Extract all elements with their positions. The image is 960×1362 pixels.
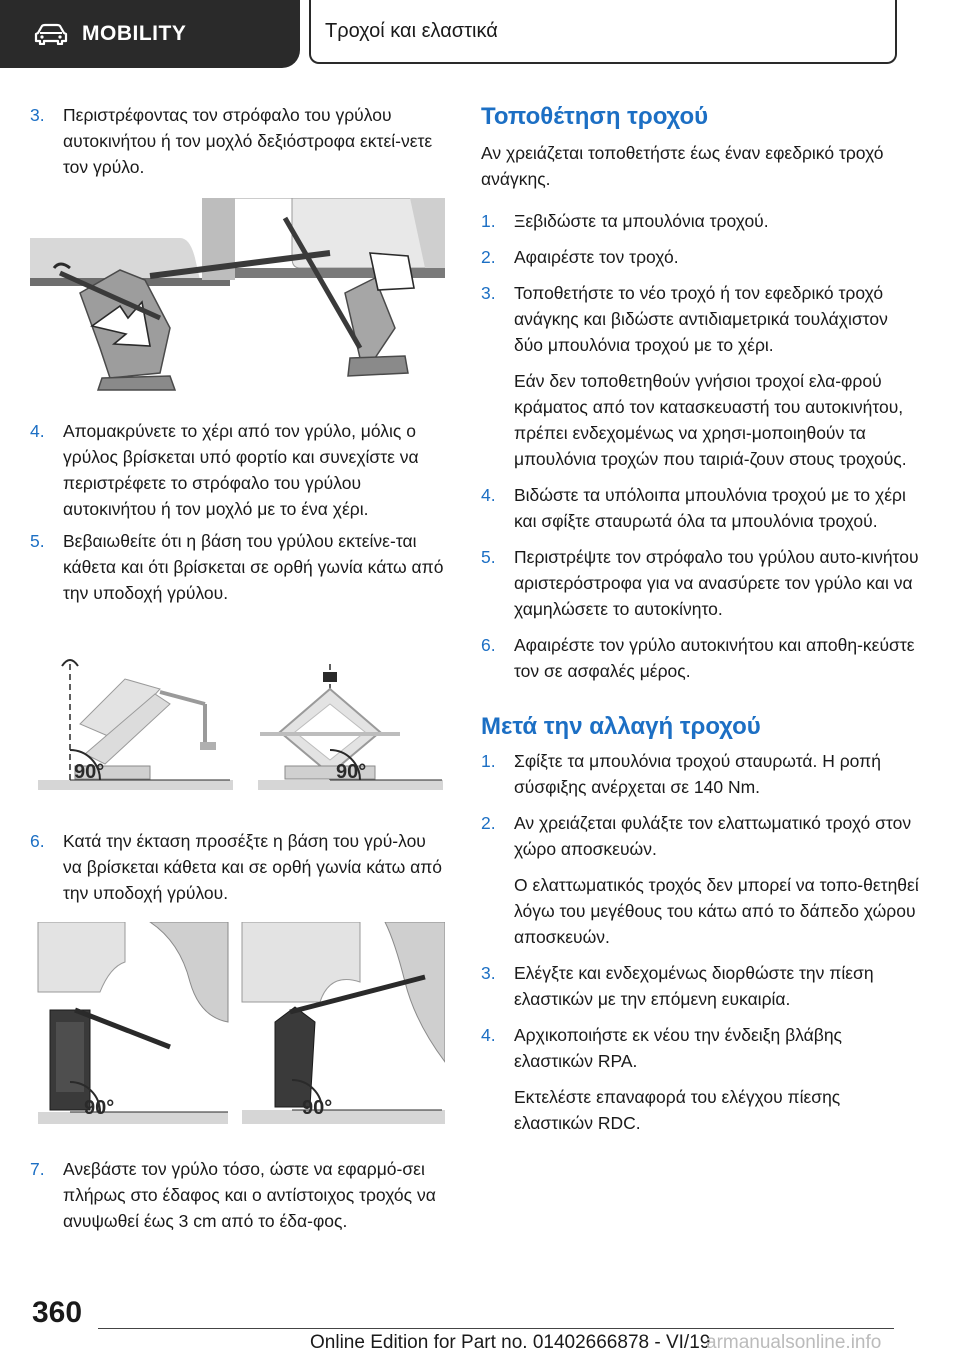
step-text: Ανεβάστε τον γρύλο τόσο, ώστε να εφαρμό-σει πλήρως στο έδαφος και ο αντίστοιχος τροχός να ανυψωθεί έως 3 cm από το έδα-φος. [63, 1159, 436, 1231]
mount-steps [481, 208, 921, 684]
mount-note: Εάν δεν τοποθετηθούν γνήσιοι τροχοί ελα-φρού κράματος από τον κατασκευαστή του αυτοκινήτου, πρέπει ενδεχομένως να χρησι-μοποιηθούν τα μπουλόνια τροχών που ταιριά-ζουν στους τροχούς. [514, 371, 907, 469]
step-text: Αν χρειάζεται φυλάξτε τον ελαττωματικό τροχό στον χώρο αποσκευών. [514, 813, 912, 859]
mount-step-6 [481, 632, 921, 684]
jack-under-car-figure [30, 198, 445, 398]
step-number: 7. [30, 1159, 45, 1179]
step-5 [30, 528, 445, 606]
mount-step-2 [481, 244, 921, 270]
angle-label-right: 90° [336, 761, 367, 783]
step-text: Περιστρέφοντας τον στρόφαλο του γρύλου αυτοκινήτου ή τον μοχλό δεξιόστροφα εκτεί-νετε τον γρύλο. [63, 105, 433, 177]
step-number: 4. [481, 1025, 496, 1045]
step-text: Βεβαιωθείτε ότι η βάση του γρύλου εκτείνε-ται κάθετα και ότι βρίσκεται σε ορθή γωνία κάτω από την υποδοχή γρύλου. [63, 531, 444, 603]
step-number: 3. [481, 963, 496, 983]
after-step-3 [481, 960, 921, 1012]
step-number: 4. [481, 485, 496, 505]
step-text: Κατά την έκταση προσέξτε η βάση του γρύ-λου να βρίσκεται κάθετα και σε ορθή γωνία κάτω από την υποδοχή γρύλου. [63, 831, 443, 903]
left-column [30, 102, 445, 1234]
step-text: Περιστρέψτε τον στρόφαλο του γρύλου αυτο-κινήτου αριστερόστροφα για να ανασύρετε τον γρύλο και να χαμηλώσετε το αυτοκίνητο. [514, 547, 919, 619]
step-number: 6. [30, 831, 45, 851]
step-text: Ελέγξτε και ενδεχομένως διορθώστε την πίεση ελαστικών με την επόμενη ευκαιρία. [514, 963, 874, 1009]
jack-closeup-figure [30, 922, 445, 1132]
step-number: 3. [481, 283, 496, 303]
mount-step-1 [481, 208, 921, 234]
mount-step-4 [481, 482, 921, 534]
jack-angle-diagram [30, 654, 445, 804]
after-steps [481, 748, 921, 1136]
right-column [481, 102, 921, 1136]
step-text: Τοποθετήστε το νέο τροχό ή τον εφεδρικό τροχό ανάγκης και βιδώστε αντιδιαμετρικά τουλάχιστον δύο μπουλόνια τροχού με το χέρι. [514, 283, 888, 355]
section-heading-mount: Τοποθέτηση τροχού [481, 103, 709, 130]
step-4 [30, 418, 445, 522]
chapter-tab [309, 0, 897, 64]
step-number: 4. [30, 421, 45, 441]
step-text: Σφίξτε τα μπουλόνια τροχού σταυρωτά. Η ροπή σύσφιξης ανέρχεται σε 140 Nm. [514, 751, 881, 797]
section-heading-after: Μετά την αλλαγή τροχού [481, 713, 761, 740]
footer-edition: Online Edition for Part no. 01402666878 - VI/19 [310, 1332, 711, 1353]
mount-step-5 [481, 544, 921, 622]
step-number: 3. [30, 105, 45, 125]
step-7 [30, 1156, 445, 1234]
mount-step-3 [481, 280, 921, 358]
step-text: Βιδώστε τα υπόλοιπα μπουλόνια τροχού με το χέρι και σφίξτε σταυρωτά όλα τα μπουλόνια τροχού. [514, 485, 906, 531]
step-number: 5. [30, 531, 45, 551]
step-text: Ξεβιδώστε τα μπουλόνια τροχού. [514, 211, 769, 231]
step-number: 1. [481, 211, 496, 231]
angle-label-left: 90° [74, 761, 105, 783]
section-label: MOBILITY [82, 22, 187, 45]
section-tab [0, 0, 300, 68]
angle-label-closeup-right: 90° [302, 1097, 333, 1119]
step-number: 2. [481, 247, 496, 267]
step-number: 2. [481, 813, 496, 833]
after-step-2 [481, 810, 921, 862]
page-number: 360 [32, 1296, 83, 1329]
page-header [0, 0, 960, 68]
step-number: 5. [481, 547, 496, 567]
step-6 [30, 828, 445, 906]
chapter-title: Τροχοί και ελαστικά [325, 19, 498, 42]
step-number: 1. [481, 751, 496, 771]
footer-divider [98, 1328, 894, 1329]
intro-text: Αν χρειάζεται τοποθετήστε έως έναν εφεδρικό τροχό ανάγκης. [481, 143, 884, 189]
footer-watermark: armanualsonline.info [706, 1332, 882, 1353]
after-step-4 [481, 1022, 921, 1074]
step-text: Απομακρύνετε το χέρι από τον γρύλο, μόλις ο γρύλος βρίσκεται υπό φορτίο και συνεχίστε να περιστρέφετε το στρόφαλο του γρύλου αυτοκινήτου ή τον μοχλό με το ένα χέρι. [63, 421, 419, 519]
step-text: Αφαιρέστε τον γρύλο αυτοκινήτου και αποθη-κεύστε τον σε ασφαλές μέρος. [514, 635, 915, 681]
step-3 [30, 102, 445, 180]
step-number: 6. [481, 635, 496, 655]
angle-label-closeup-left: 90° [84, 1097, 115, 1119]
step-text: Αρχικοποιήστε εκ νέου την ένδειξη βλάβης ελαστικών RPA. [514, 1025, 842, 1071]
after-note-2: Ο ελαττωματικός τροχός δεν μπορεί να τοπο-θετηθεί λόγω του μεγέθους του κάτω από το δάπεδο χώρου αποσκευών. [514, 875, 919, 947]
after-note-4: Εκτελέστε επαναφορά του ελέγχου πίεσης ελαστικών RDC. [514, 1087, 841, 1133]
car-icon [34, 23, 68, 45]
step-text: Αφαιρέστε τον τροχό. [514, 247, 679, 267]
after-step-1 [481, 748, 921, 800]
